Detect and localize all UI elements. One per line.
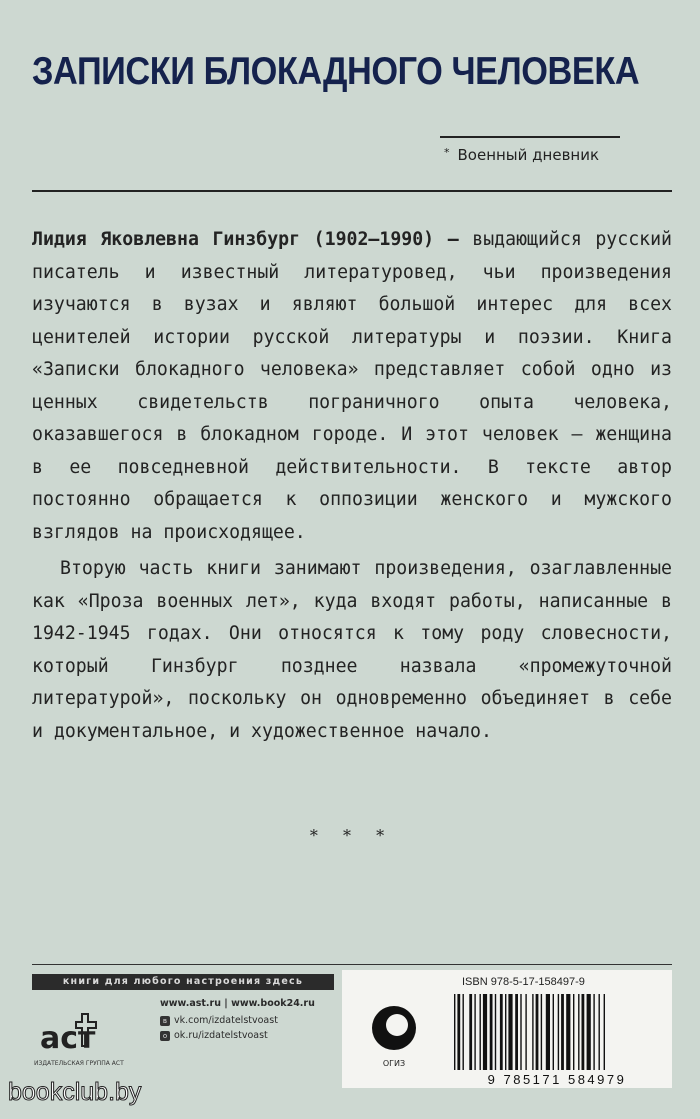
barcode-bar (582, 994, 585, 1070)
vk-link (160, 1015, 278, 1026)
barcode-bar (505, 994, 506, 1070)
barcode-bar (573, 994, 574, 1070)
barcode-bar (561, 994, 564, 1070)
publisher-name: ИЗДАТЕЛЬСКАЯ ГРУППА АСТ (34, 1060, 124, 1067)
header-divider (32, 190, 672, 192)
barcode-bar (558, 994, 559, 1070)
barcode-bar (474, 994, 475, 1070)
ogiz-logo-icon (364, 998, 424, 1070)
vk-link-text: vk.com/izdatelstvoast (174, 1015, 278, 1026)
series-divider (440, 136, 620, 138)
barcode-bar (553, 994, 554, 1070)
ogiz-logo-text: ОГИЗ (382, 1059, 406, 1068)
barcode-bar (457, 994, 460, 1070)
author-name: Лидия Яковлевна Гинзбург (1902–1990) — (32, 229, 459, 250)
annotation-text (32, 224, 672, 748)
series-name: Военный дневник (457, 146, 600, 164)
ast-logo-text: аст (40, 1021, 96, 1056)
barcode-bar (525, 994, 526, 1070)
barcode-bar (454, 994, 455, 1070)
barcode-bar (593, 994, 594, 1070)
barcode-bar (508, 994, 512, 1070)
barcode-bar (604, 994, 605, 1070)
barcode-panel (342, 970, 672, 1088)
barcode-bar (566, 994, 570, 1070)
barcode-bar (490, 994, 493, 1070)
barcode-bar (520, 994, 521, 1070)
barcode-bar (500, 994, 503, 1070)
barcode-bar (587, 994, 591, 1070)
ok-link-text: ok.ru/izdatelstvoast (174, 1030, 268, 1041)
ok-icon: о (160, 1031, 170, 1041)
barcode-bar (578, 994, 579, 1070)
barcode-bar (480, 994, 481, 1070)
barcode-digits: 9 785171 584979 (487, 1072, 627, 1087)
barcode-bar (536, 994, 539, 1070)
barcode-bar (599, 994, 600, 1070)
barcode-bar (469, 994, 472, 1070)
watermark: bookclub.by (8, 1078, 142, 1106)
isbn-number: ISBN 978-5-17-158497-9 (462, 976, 585, 988)
annotation-paragraph-1 (32, 224, 672, 549)
section-ornament: * * * (309, 826, 395, 845)
ast-logo-icon (38, 1008, 98, 1058)
barcode-bar (515, 994, 518, 1070)
series-label (444, 146, 599, 164)
barcode-bar (546, 994, 550, 1070)
footer-divider (32, 964, 672, 965)
annotation-paragraph-2: Вторую часть книги занимают произведения, озаглавленные как «Проза военных лет», куда входят работы, написанные в 1942-1945 годах. Они относятся к тому роду словесности, который Гинзбург позднее назвала «промежуточной литературой», поскольку он одновременно объединяет в себе и документальное, и художественное начало. (32, 558, 672, 742)
barcode-bar (483, 994, 487, 1070)
ok-link (160, 1030, 268, 1041)
book-title: ЗАПИСКИ БЛОКАДНОГО ЧЕЛОВЕКА (32, 50, 640, 93)
publisher-tagline: книги для любого настроения здесь (32, 974, 334, 990)
barcode-bar (463, 994, 464, 1070)
barcode-bar (532, 994, 533, 1070)
series-star: * (444, 146, 450, 159)
barcode-icon (452, 994, 662, 1070)
website-links: www.ast.ru | www.book24.ru (160, 998, 315, 1009)
barcode-bar (495, 994, 496, 1070)
paragraph-1-text: выдающийся русский писатель и известный литературовед, чьи произведения изучаются в вузах и являют большой интерес для всех ценителей истории русской литературы и поэзии. Книга «Записки блокадного человека» представляет собой одно из ценных свидетельств пограничного опыта человека, оказавшегося в блокадном городе. И этот человек — женщина в ее повседневной действительности. В тексте автор постоянно обращается к оппозиции женского и мужского взглядов на происходящее. (32, 229, 673, 543)
vk-icon: в (160, 1016, 170, 1026)
barcode-bar (541, 994, 542, 1070)
